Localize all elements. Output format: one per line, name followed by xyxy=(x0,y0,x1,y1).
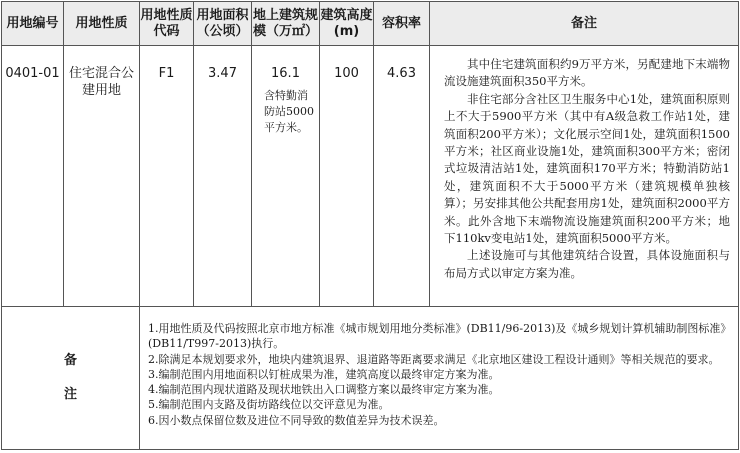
note-item: 1.用地性质及代码按照北京市地方标准《城市规划用地分类标准》(DB11/96-2013)及《城乡规划计算机辅助制图标准》(DB11/T997-2013)执行。 xyxy=(148,322,726,351)
floor-area-value: 16.1 xyxy=(271,66,300,81)
cell-floor-area xyxy=(252,46,320,307)
cell-code: 0401-01 xyxy=(2,46,64,307)
header-nature: 用地性质 xyxy=(64,2,140,46)
notes-row xyxy=(2,307,739,450)
cell-nature: 住宅混合公建用地 xyxy=(64,46,140,307)
floor-area-note: 含特勤消防站5000平方米。 xyxy=(264,89,314,134)
note-item: 4.编制范围内现状道路及现状地铁出入口调整方案以最终审定方案为准。 xyxy=(148,383,500,397)
cell-remarks xyxy=(430,46,739,307)
land-use-table xyxy=(1,1,739,450)
note-item: 2.除满足本规划要求外，地块内建筑退界、退道路等距离要求满足《北京地区建设工程设计通则》等相关规范的要求。 xyxy=(148,352,720,366)
cell-far: 4.63 xyxy=(374,46,430,307)
cell-nature-code: F1 xyxy=(140,46,194,307)
header-height: 建筑高度(m) xyxy=(320,2,374,46)
header-row xyxy=(2,2,739,46)
notes-body xyxy=(140,307,739,450)
note-item: 5.编制范围内支路及街坊路线位以交评意见为准。 xyxy=(148,398,390,412)
header-area: 用地面积（公顷） xyxy=(194,2,252,46)
header-nature-code: 用地性质代码 xyxy=(140,2,194,46)
cell-height: 100 xyxy=(320,46,374,307)
notes-label-bottom: 注 xyxy=(63,387,77,402)
header-remarks: 备注 xyxy=(430,2,739,46)
remark-paragraph: 上述设施可与其他建筑结合设置，具体设施面积与布局方式以审定方案为准。 xyxy=(444,248,730,280)
cell-area: 3.47 xyxy=(194,46,252,307)
remark-paragraph: 非住宅部分含社区卫生服务中心1处，建筑面积原则上不大于5900平方米（其中有A级急救工作站1处，建筑面积200平方米）；文化展示空间1处，建筑面积1500平方米；社区商业设施1处，建筑面积300平方米；密闭式垃圾清洁站1处，建筑面积170平方米；特勤消防站1处，建筑面积不大于5000平方米（建筑规模单独核算）；另安排其他公共配套用房1处，建筑面积2000平方米。此外含地下末端物流设施建筑面积200平方米；地下110kv变电站1处，建筑面积5000平方米。 xyxy=(444,91,730,246)
note-item: 6.因小数点保留位数及进位不同导致的数值差异为技术误差。 xyxy=(148,413,445,427)
remark-paragraph: 其中住宅建筑面积约9万平方米，另配建地下末端物流设施建筑面积350平方米。 xyxy=(444,57,730,89)
notes-label xyxy=(2,307,140,450)
note-item: 3.编制范围内用地面积以钉桩成果为准，建筑高度以最终审定方案为准。 xyxy=(148,367,500,381)
notes-label-top: 备 xyxy=(63,353,77,368)
header-code: 用地编号 xyxy=(2,2,64,46)
header-floor-area: 地上建筑规模（万㎡） xyxy=(252,2,320,46)
table-row xyxy=(2,46,739,307)
header-far: 容积率 xyxy=(374,2,430,46)
